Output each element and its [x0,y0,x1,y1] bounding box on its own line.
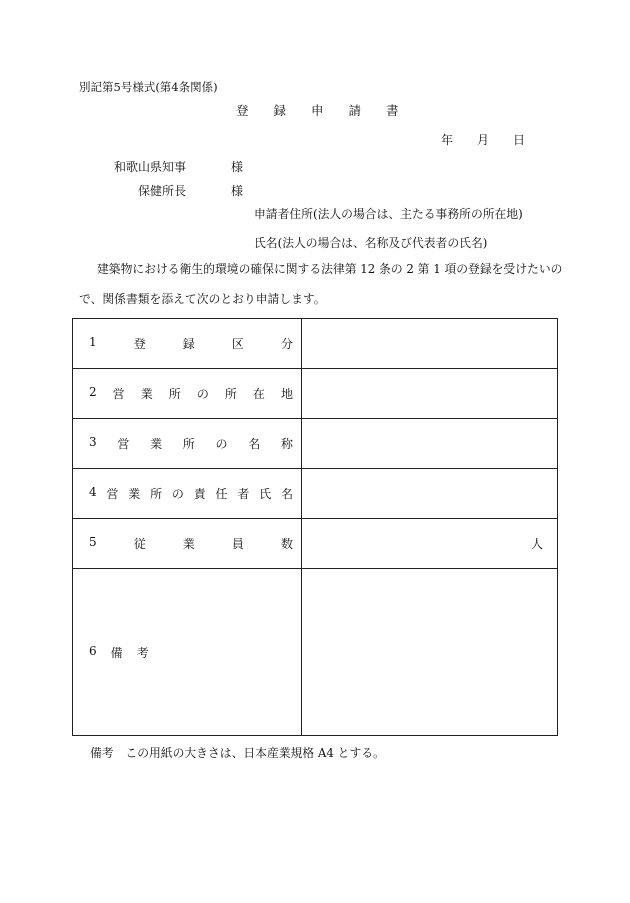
application-table [72,318,558,736]
applicant-name-label: 氏名(法人の場合は、名称及び代表者の氏名) [254,236,488,250]
row-label-cell [73,519,302,569]
table-row [73,519,558,569]
form-number: 別記第5号様式(第4条関係) [79,80,218,94]
row-label-char: の [215,437,228,451]
row-label-cell [73,569,302,736]
addressee-health-center: 保健所長 [138,184,187,198]
table-row [73,469,558,519]
governor-honorific: 様 [231,160,244,174]
body-text-line-2: で、関係書類を添えて次のとおり申請します。 [79,292,326,306]
row-label-char: 営 [117,437,130,451]
row-label-char: 業 [140,387,153,401]
table-row [73,369,558,419]
row-label-char: 従 [133,537,146,551]
row-number: 4 [89,485,97,499]
row-label-char: 責 [193,487,206,501]
row-label-char: の [196,387,209,401]
row-value-cell[interactable] [302,419,558,469]
row-label-char: 在 [252,387,265,401]
row-label-char: 営 [106,487,119,501]
document-title: 登 録 申 請 書 [236,103,399,118]
row-label-char: 営 [112,387,125,401]
row-value-cell[interactable] [302,519,558,569]
row-label-char: 登 [133,337,146,351]
row-value: 人 [530,537,543,551]
row-label-char: の [171,487,184,501]
row-number: 6 [89,643,97,658]
date-line: 年 月 日 [441,133,526,147]
row-label-char: 員 [231,537,244,551]
applicant-address-label: 申請者住所(法人の場合は、主たる事務所の所在地) [254,207,523,221]
row-label-char: 所 [150,487,163,501]
row-label-char: 業 [182,537,195,551]
table-row [73,319,558,369]
addressee-governor: 和歌山県知事 [114,160,187,174]
row-label-cell [73,319,302,369]
row-label-cell [73,369,302,419]
row-label-char: 考 [136,645,149,660]
row-label-char: 氏 [259,487,272,501]
row-label-char: 録 [182,337,195,351]
row-label-cell [73,419,302,469]
health-center-honorific: 様 [231,184,244,198]
row-label-char: 所 [224,387,237,401]
row-label-char: 数 [280,537,293,551]
row-label-char: 業 [128,487,141,501]
row-number: 2 [89,385,97,399]
row-label-char: 業 [150,437,163,451]
row-value-cell[interactable] [302,569,558,736]
row-label-char: 者 [237,487,250,501]
row-label-char: 地 [280,387,293,401]
row-label-char: 所 [168,387,181,401]
row-label-char: 区 [231,337,244,351]
footnote: 備考 この用紙の大きさは、日本産業規格 A4 とする。 [90,746,385,760]
row-label-char: 名 [248,437,261,451]
row-label-char: 任 [215,487,228,501]
row-label-char: 備 [110,645,123,660]
row-label-char: 名 [280,487,293,501]
row-number: 1 [89,335,97,349]
row-number: 3 [89,435,97,449]
body-text-line-1: 建築物における衛生的環境の確保に関する法律第 12 条の 2 第 1 項の登録を受けたいの [97,262,563,276]
row-label-cell [73,469,302,519]
row-label-char: 称 [280,437,293,451]
row-value-cell[interactable] [302,319,558,369]
row-label-char: 所 [182,437,195,451]
row-value-cell[interactable] [302,469,558,519]
row-value-cell[interactable] [302,369,558,419]
row-label-char: 分 [280,337,293,351]
table-row [73,569,558,736]
row-number: 5 [89,535,97,549]
table-row [73,419,558,469]
